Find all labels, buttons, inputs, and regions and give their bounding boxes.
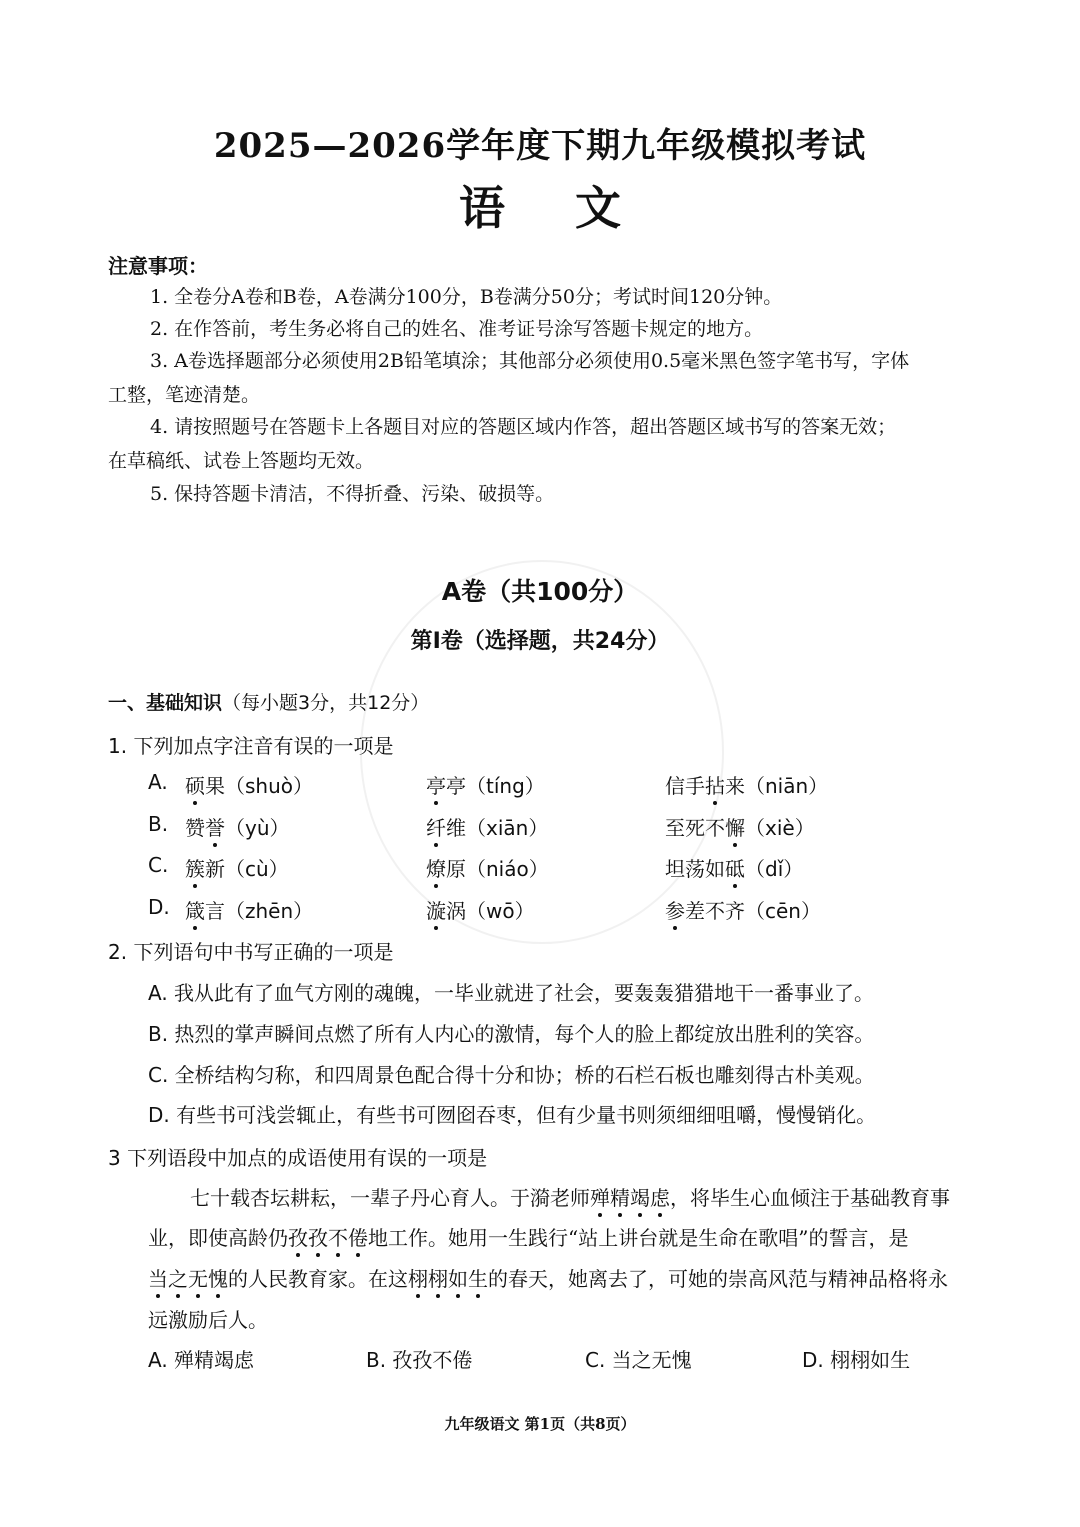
note-item: 3. A卷选择题部分必须使用2B铅笔填涂；其他部分必须使用0.5毫米黑色签字笔书写，字体 <box>150 350 910 372</box>
part-1-note: （每小题3分，共12分） <box>222 692 430 714</box>
watermark-seal <box>360 560 724 944</box>
q1-b-option-1: 赞誉（yù） <box>185 816 290 840</box>
note-item: 1. 全卷分A卷和B卷，A卷满分100分，B卷满分50分；考试时间120分钟。 <box>150 286 783 308</box>
q1-d-option-3: 参差不齐（cēn） <box>665 899 821 923</box>
q1-d-option-2: 漩涡（wō） <box>426 899 535 923</box>
q1-a-option-1: 硕果（shuò） <box>185 774 314 798</box>
q1-d-option-1: 箴言（zhēn） <box>185 899 314 923</box>
q1-row-c-letter: C. <box>148 853 169 877</box>
q1-b-option-3: 至死不懈（xiè） <box>665 816 815 840</box>
q1-b-option-2: 纤维（xiān） <box>426 816 549 840</box>
note-item: 4. 请按照题号在答题卡上各题目对应的答题区域内作答，超出答题区域书写的答案无效； <box>150 416 897 438</box>
question-1-stem: 1. 下列加点字注音有误的一项是 <box>108 734 394 758</box>
dotted-idiom: 栩栩如生 <box>408 1267 488 1291</box>
q3-paragraph-line-1: 七十载杏坛耕耘，一辈子丹心育人。于漪老师殚精竭虑，将毕生心血倾注于基础教育事 <box>190 1186 950 1210</box>
q2-option-c: C. 全桥结构匀称，和四周景色配合得十分和协；桥的石栏石板也雕刻得古朴美观。 <box>148 1063 875 1087</box>
q3-paragraph-line-3: 当之无愧的人民教育家。在这栩栩如生的春天，她离去了，可她的崇高风范与精神品格将永 <box>148 1267 948 1291</box>
page-footer: 九年级语文 第1页（共8页） <box>444 1415 636 1433</box>
q1-c-option-1: 簇新（cù） <box>185 857 289 881</box>
note-item: 5. 保持答题卡清洁，不得折叠、污染、破损等。 <box>150 483 555 505</box>
q2-option-b: B. 热烈的掌声瞬间点燃了所有人内心的激情，每个人的脸上都绽放出胜利的笑容。 <box>148 1022 875 1046</box>
q1-row-b-letter: B. <box>148 812 169 836</box>
q3-paragraph-line-2: 业，即使高龄仍孜孜不倦地工作。她用一生践行“站上讲台就是生命在歌唱”的誓言，是 <box>148 1226 909 1250</box>
subject-char-1: 语 <box>459 181 505 235</box>
notes-heading: 注意事项： <box>108 254 208 278</box>
question-3-stem: 3 下列语段中加点的成语使用有误的一项是 <box>108 1146 488 1170</box>
part-1-heading <box>108 688 429 715</box>
note-item: 2. 在作答前，考生务必将自己的姓名、准考证号涂写答题卡规定的地方。 <box>150 318 764 340</box>
section-1-heading: 第Ⅰ卷（选择题，共24分） <box>410 629 670 654</box>
q2-option-d: D. 有些书可浅尝辄止，有些书可囫囵吞枣，但有少量书则须细细咀嚼，慢慢销化。 <box>148 1103 877 1127</box>
exam-title: 2025—2026学年度下期九年级模拟考试 <box>213 126 867 166</box>
subject-char-2: 文 <box>575 181 621 235</box>
q1-row-d-letter: D. <box>148 895 170 919</box>
dotted-idiom: 孜孜不倦 <box>288 1226 368 1250</box>
q3-paragraph-line-4: 远激励后人。 <box>148 1308 268 1332</box>
q3-option-c: C. 当之无愧 <box>585 1348 692 1372</box>
note-item: 工整，笔迹清楚。 <box>108 384 261 406</box>
section-a-heading: A卷（共100分） <box>441 577 639 606</box>
q1-row-a-letter: A. <box>148 770 168 794</box>
dotted-idiom: 当之无愧 <box>148 1267 228 1291</box>
q1-a-option-3: 信手拈来（niān） <box>665 774 829 798</box>
q2-option-a: A. 我从此有了血气方刚的魂魄，一毕业就进了社会，要轰轰猎猎地干一番事业了。 <box>148 981 875 1005</box>
q1-c-option-2: 燎原（niáo） <box>426 857 549 881</box>
q1-a-option-2: 亭亭（tíng） <box>426 774 545 798</box>
q3-option-b: B. 孜孜不倦 <box>366 1348 473 1372</box>
dotted-idiom: 殚精竭虑 <box>590 1186 670 1210</box>
note-item: 在草稿纸、试卷上答题均无效。 <box>108 450 375 472</box>
question-2-stem: 2. 下列语句中书写正确的一项是 <box>108 940 394 964</box>
q3-option-a: A. 殚精竭虑 <box>148 1348 255 1372</box>
q3-option-d: D. 栩栩如生 <box>802 1348 911 1372</box>
subject-heading <box>0 172 1080 238</box>
q1-c-option-3: 坦荡如砥（dǐ） <box>665 857 804 881</box>
part-1-label: 一、基础知识 <box>108 692 223 714</box>
